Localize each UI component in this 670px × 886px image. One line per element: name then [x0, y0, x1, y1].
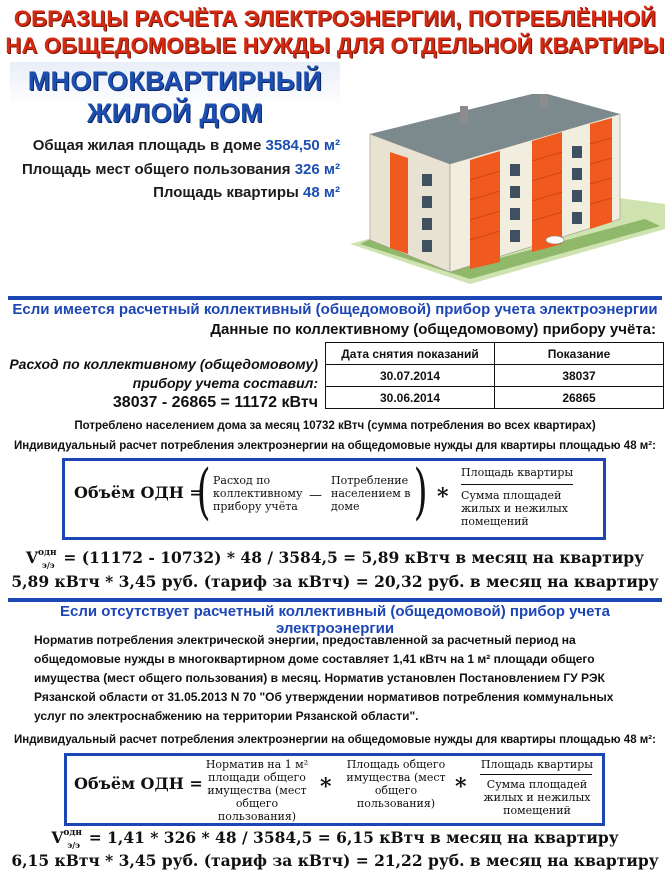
- formula2-lhs: Объём ОДН =: [74, 774, 203, 793]
- calc-volume-sub: э/э: [67, 840, 81, 850]
- section1-heading: Если имеется расчетный коллективный (общедомовой) прибор учета электроэнергии: [12, 301, 658, 318]
- section1-divider: [8, 296, 662, 300]
- table-row: [326, 365, 664, 387]
- stat-total-area: [33, 137, 340, 154]
- section2-heading: Если отсутствует расчетный коллективный (общедомовой) прибор учета электроэнергии: [60, 603, 610, 637]
- formula2-numerator: Площадь квартиры: [480, 758, 594, 771]
- formula1-numerator: Площадь квартиры: [461, 466, 574, 479]
- expense-line-2: прибору учета составил:: [132, 375, 318, 391]
- formula2-times-1: *: [320, 774, 332, 800]
- banner-line-1: МНОГОКВАРТИРНЫЙ: [27, 66, 323, 96]
- section1-calc-cost: 5,89 кВтч * 3,45 руб. (тариф за кВтч) = 20,32 руб. в месяц на квартиру: [11, 572, 659, 591]
- calc-volume-symbol: V: [51, 828, 64, 847]
- formula2-term1: Норматив на 1 м² площади общего имущества (мест общего пользования): [205, 758, 309, 823]
- stat-label: Площадь квартиры: [153, 184, 299, 201]
- formula1-term1: Расход по коллективному прибору учёта: [213, 474, 303, 513]
- formula2-denominator: Сумма площадей жилых и нежилых помещений: [483, 778, 591, 817]
- paragraph-line: общедомовые нужды в многоквартирном доме составляет 1,41 кВтч на 1 м² площади общего: [34, 652, 595, 666]
- section2-divider: [8, 598, 662, 602]
- stat-value: 48 м²: [303, 184, 340, 201]
- paragraph-line: Рязанской области от 31.05.2013 N 70 "Об утверждении нормативов потребления коммунальных: [34, 690, 614, 704]
- apartment-building-illustration: [350, 94, 665, 284]
- table-header-row: [326, 343, 664, 365]
- formula2-fraction-bar: [480, 774, 592, 775]
- formula1-denominator: Сумма площадей жилых и нежилых помещений: [461, 489, 568, 528]
- paragraph-line: имущества (мест общего пользования) в месяц. Норматив установлен Постановлением ГУ РЭК: [34, 671, 605, 685]
- table-cell-reading: 38037: [495, 365, 664, 387]
- section2-calc-cost: 6,15 кВтч * 3,45 руб. (тариф за кВтч) = 21,22 руб. в месяц на квартиру: [11, 851, 659, 870]
- calc-volume-symbol: V: [25, 548, 38, 567]
- formula1-lhs: Объём ОДН =: [74, 483, 203, 502]
- paragraph-line: услуг по электроснабжению на территории Рязанской области".: [34, 709, 419, 723]
- expense-calc: 38037 - 26865 = 11172 кВтч: [112, 394, 318, 411]
- section2-calc-volume: [0, 828, 670, 850]
- table-header-reading: Показание: [495, 343, 664, 365]
- formula1-minus: —: [309, 488, 322, 503]
- formula2-times-2: *: [455, 774, 467, 800]
- stat-common-area: [22, 161, 340, 178]
- table-cell-date: 30.06.2014: [326, 387, 495, 409]
- table-cell-reading: 26865: [495, 387, 664, 409]
- formula1-paren-open: (: [196, 457, 211, 527]
- page-title-line-1: ОБРАЗЦЫ РАСЧЁТА ЭЛЕКТРОЭНЕРГИИ, ПОТРЕБЛЁННОЙ: [13, 6, 657, 31]
- section1-subheading: Данные по коллективному (общедомовому) прибору учёта:: [210, 321, 656, 338]
- calc-volume-value: = 1,41 * 326 * 48 / 3584,5 = 6,15 кВтч в месяц на квартиру: [88, 828, 619, 847]
- calc-volume-sup: одн: [63, 828, 82, 838]
- stat-value: 326 м²: [294, 161, 340, 178]
- formula1-paren-close: ): [413, 457, 428, 527]
- calc-volume-sup: одн: [37, 548, 57, 558]
- expense-line-1: Расход по коллективному (общедомовому): [9, 356, 318, 372]
- calc-volume-value: = (11172 - 10732) * 48 / 3584,5 = 5,89 кВтч в месяц на квартиру: [63, 548, 645, 567]
- consumed-note: Потреблено населением дома за месяц 10732 кВтч (сумма потребления во всех квартирах): [74, 420, 596, 432]
- stat-label: Площадь мест общего пользования: [22, 161, 291, 178]
- formula1-fraction-bar: [461, 484, 573, 485]
- stat-apartment-area: [153, 184, 340, 201]
- section2-paragraph: [34, 631, 644, 726]
- calc-volume-sub: э/э: [41, 560, 55, 570]
- formula1-times: *: [437, 484, 449, 510]
- formula1-term2: Потребление населением в доме: [331, 474, 411, 513]
- page-title-line-2: НА ОБЩЕДОМОВЫЕ НУЖДЫ ДЛЯ ОТДЕЛЬНОЙ КВАРТИРЫ: [5, 33, 665, 58]
- stat-value: 3584,50 м²: [265, 137, 340, 154]
- section1-calc-volume: [0, 548, 670, 570]
- meter-readings-table: [325, 342, 664, 409]
- banner-line-2: ЖИЛОЙ ДОМ: [86, 98, 264, 128]
- formula2-term2: Площадь общего имущества (мест общего пользования): [346, 758, 446, 810]
- section1-individual-note: Индивидуальный расчет потребления электроэнергии на общедомовые нужды для квартиры площадью 48 м²:: [14, 440, 656, 452]
- stat-label: Общая жилая площадь в доме: [32, 137, 262, 154]
- table-cell-date: 30.07.2014: [326, 365, 495, 387]
- section2-individual-note: Индивидуальный расчет потребления электроэнергии на общедомовые нужды для квартиры площадью 48 м²:: [14, 734, 656, 746]
- table-header-date: Дата снятия показаний: [326, 343, 495, 365]
- table-row: [326, 387, 664, 409]
- paragraph-line: Норматив потребления электрической энергии, предоставленной за расчетный период на: [34, 633, 576, 647]
